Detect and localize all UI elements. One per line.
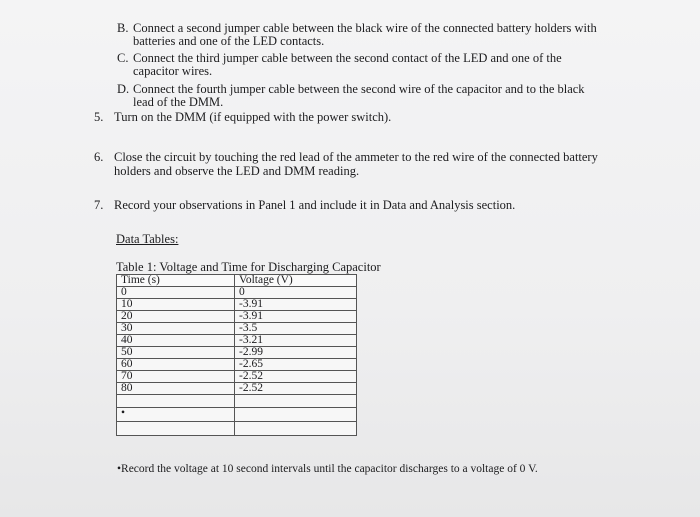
- data-table: [116, 274, 356, 436]
- table-row-empty: [117, 422, 357, 436]
- table-cell-time: 0: [117, 287, 235, 299]
- step-b-line2: batteries and one of the LED contacts.: [133, 34, 325, 48]
- table-header-row: [117, 275, 357, 287]
- table-cell-voltage: -3.91: [235, 311, 357, 323]
- step-6-number: 6.: [94, 150, 104, 164]
- table-cell-time: 60: [117, 359, 235, 371]
- table-cell-time: 10: [117, 299, 235, 311]
- step-c-letter: C.: [117, 51, 129, 65]
- table-footnote: •Record the voltage at 10 second intervals until the capacitor discharges to a voltage of 0 V.: [117, 463, 538, 475]
- table-row: [117, 383, 357, 395]
- step-6-line1: Close the circuit by touching the red lead of the ammeter to the red wire of the connected battery: [114, 150, 598, 164]
- step-d-letter: D.: [117, 82, 130, 96]
- table-cell-voltage: -2.99: [235, 347, 357, 359]
- table-row: [117, 371, 357, 383]
- table-cell-voltage: -3.21: [235, 335, 357, 347]
- step-b-letter: B.: [117, 21, 129, 35]
- table-row: [117, 323, 357, 335]
- table-cell-voltage: 0: [235, 287, 357, 299]
- table-row: [117, 335, 357, 347]
- table-cell-empty: [117, 395, 235, 408]
- step-c-line2: capacitor wires.: [133, 64, 213, 78]
- table-row: [117, 299, 357, 311]
- table-cell-bullet: •: [117, 408, 235, 422]
- step-c-line1: Connect the third jumper cable between the second contact of the LED and one of the: [133, 51, 562, 65]
- table-cell-voltage: -2.52: [235, 383, 357, 395]
- table-cell-time: 20: [117, 311, 235, 323]
- table-row: [117, 311, 357, 323]
- table-cell-voltage: -2.52: [235, 371, 357, 383]
- table-cell-empty: [235, 395, 357, 408]
- step-7-number: 7.: [94, 198, 104, 212]
- table-header-time: Time (s): [117, 275, 235, 287]
- step-b-line1: Connect a second jumper cable between the black wire of the connected battery holders with: [133, 21, 597, 35]
- table-cell-time: 80: [117, 383, 235, 395]
- table-row: [117, 347, 357, 359]
- table-row: [117, 359, 357, 371]
- table-cell-time: 40: [117, 335, 235, 347]
- table-row-bullet: [117, 408, 357, 422]
- step-5-text: Turn on the DMM (if equipped with the power switch).: [114, 110, 392, 124]
- table-cell-empty: [235, 408, 357, 422]
- step-d-line1: Connect the fourth jumper cable between the second wire of the capacitor and to the black: [133, 82, 585, 96]
- step-6-line2: holders and observe the LED and DMM reading.: [114, 164, 360, 178]
- table-cell-empty: [235, 422, 357, 436]
- step-7-text: Record your observations in Panel 1 and include it in Data and Analysis section.: [114, 198, 516, 212]
- table-row: [117, 287, 357, 299]
- data-tables-heading: Data Tables:: [116, 232, 179, 246]
- table-cell-time: 30: [117, 323, 235, 335]
- step-5-number: 5.: [94, 110, 104, 124]
- table-header-voltage: Voltage (V): [235, 275, 357, 287]
- table-cell-voltage: -3.5: [235, 323, 357, 335]
- table-caption: Table 1: Voltage and Time for Discharging Capacitor: [116, 260, 381, 274]
- table-cell-empty: [117, 422, 235, 436]
- table-cell-voltage: -2.65: [235, 359, 357, 371]
- step-d-line2: lead of the DMM.: [133, 95, 224, 109]
- table-cell-time: 50: [117, 347, 235, 359]
- table-cell-voltage: -3.91: [235, 299, 357, 311]
- table-cell-time: 70: [117, 371, 235, 383]
- table-row-empty: [117, 395, 357, 408]
